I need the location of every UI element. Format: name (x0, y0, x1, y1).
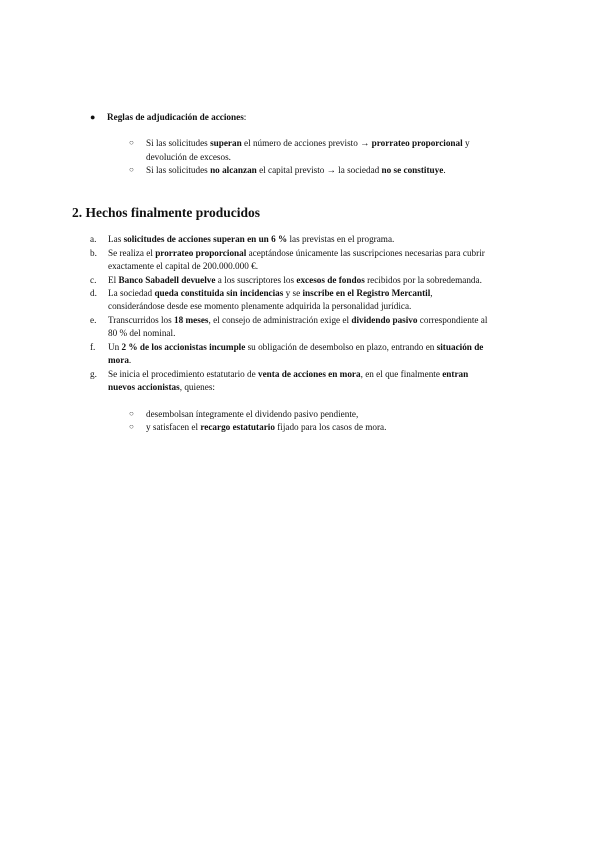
sub-bullet-circle: ○ (129, 165, 134, 174)
rule-exceed-line2: devolución de excesos. (146, 152, 231, 162)
sub-bullet-circle: ○ (129, 138, 134, 147)
list-item-c: El Banco Sabadell devuelve a los suscriptores los excesos de fondos recibidos por la sobredemanda. (108, 275, 482, 285)
rules-title: Reglas de adjudicación de acciones (107, 112, 244, 122)
list-item-e-line1: Transcurridos los 18 meses, el consejo de administración exige el dividendo pasivo correspondiente al (108, 315, 488, 325)
list-item-e-line2: 80 % del nominal. (108, 328, 176, 338)
list-marker: c. (90, 275, 97, 285)
list-item-g-line2: nuevos accionistas, quienes: (108, 382, 215, 392)
list-item-a: Las solicitudes de acciones superan en un 6 % las previstas en el programa. (108, 234, 395, 244)
list-marker: a. (90, 234, 97, 244)
list-marker: b. (90, 248, 97, 258)
rule-notreach-line: Si las solicitudes no alcanzan el capital previsto → la sociedad no se constituye. (146, 165, 446, 175)
list-item-d-line2: considerándose desde ese momento plenamente adquirida la personalidad jurídica. (108, 301, 412, 311)
list-item-b-line2: exactamente el capital de 200.000.000 €. (108, 261, 259, 271)
list-marker: g. (90, 369, 97, 379)
list-item-f-line1: Un 2 % de los accionistas incumple su obligación de desembolso en plazo, entrando en situación de (108, 342, 484, 352)
bullet-dot: ● (90, 112, 96, 122)
sub-item-1: desembolsan íntegramente el dividendo pasivo pendiente, (146, 409, 359, 419)
list-item-f-line2: mora. (108, 355, 132, 365)
list-marker: f. (90, 342, 96, 352)
list-item-d-line1: La sociedad queda constituida sin incidencias y se inscribe en el Registro Mercantil, (108, 288, 433, 298)
section-heading: 2. Hechos finalmente producidos (72, 205, 261, 220)
list-marker: e. (90, 315, 97, 325)
rules-heading: Reglas de adjudicación de acciones: (107, 112, 247, 122)
sub-item-2: y satisfacen el recargo estatutario fijado para los casos de mora. (146, 422, 387, 432)
sub-bullet-circle: ○ (129, 422, 134, 431)
list-item-b-line1: Se realiza el prorrateo proporcional aceptándose únicamente las suscripciones necesarias para cubrir (108, 248, 485, 258)
list-marker: d. (90, 288, 97, 298)
list-item-g-line1: Se inicia el procedimiento estatutario de venta de acciones en mora, en el que finalmente entran (108, 369, 469, 379)
sub-bullet-circle: ○ (129, 409, 134, 418)
rule-exceed-line1: Si las solicitudes superan el número de acciones previsto → prorrateo proporcional y (146, 138, 470, 148)
